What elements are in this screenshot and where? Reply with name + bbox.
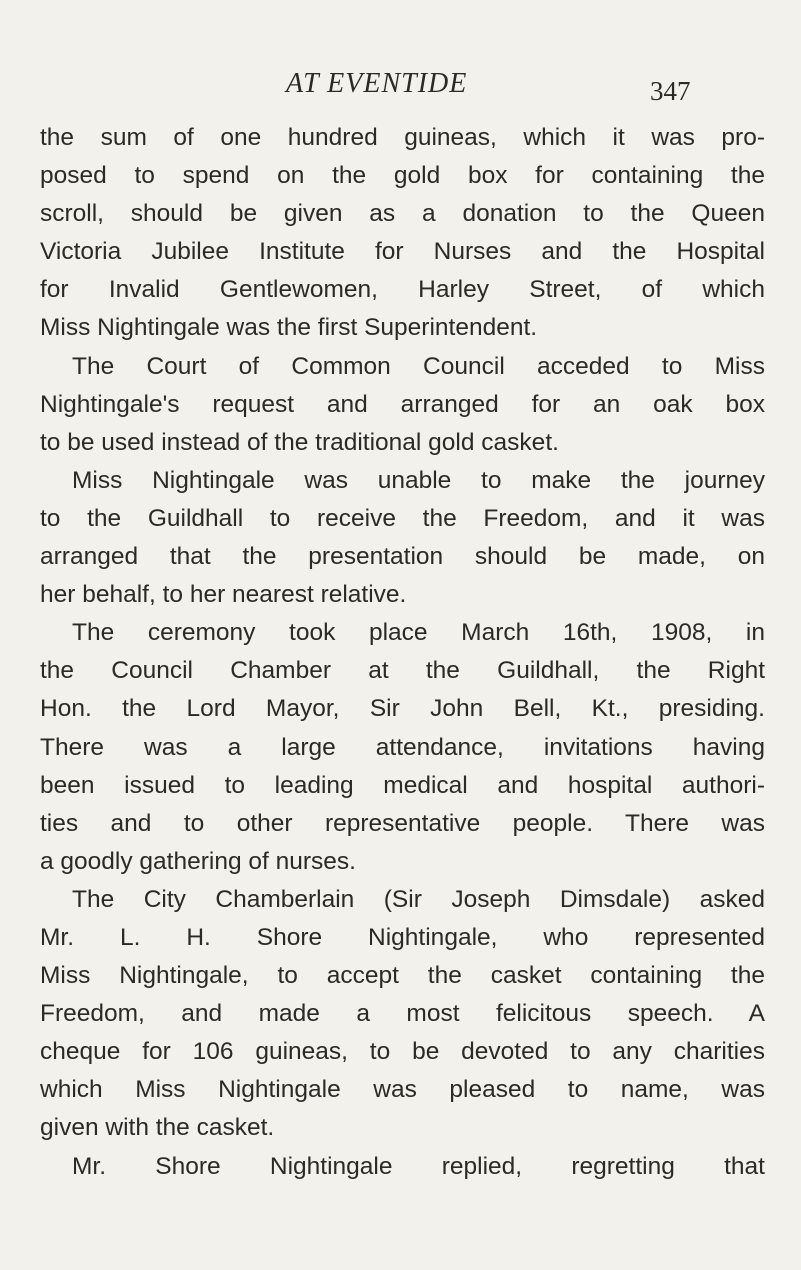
- text-line: Nightingale's request and arranged for an oak box: [40, 390, 765, 418]
- text-line: Hon. the Lord Mayor, Sir John Bell, Kt., presiding.: [40, 695, 765, 723]
- text-line: Freedom, and made a most felicitous speech. A: [40, 1000, 765, 1028]
- text-line: the sum of one hundred guineas, which it was pro-: [40, 124, 765, 151]
- text-line: Mr. L. H. Shore Nightingale, who represented: [40, 923, 765, 951]
- text-line: been issued to leading medical and hospital authori-: [40, 771, 765, 799]
- text-line: her behalf, to her nearest relative.: [40, 581, 407, 609]
- text-line: There was a large attendance, invitations having: [40, 733, 765, 761]
- text-line: The Court of Common Council acceded to Miss: [72, 352, 765, 380]
- text-line: given with the casket.: [40, 1114, 275, 1142]
- text-line: to the Guildhall to receive the Freedom, and it was: [40, 504, 765, 532]
- text-line: for Invalid Gentlewomen, Harley Street, of which: [40, 276, 765, 304]
- text-line: arranged that the presentation should be made, on: [40, 543, 765, 571]
- page-number: 347: [650, 76, 691, 106]
- running-title: AT EVENTIDE: [286, 68, 468, 99]
- text-line: a goodly gathering of nurses.: [40, 847, 356, 875]
- text-line: which Miss Nightingale was pleased to name, was: [40, 1076, 765, 1104]
- text-line: Miss Nightingale was unable to make the journey: [72, 466, 765, 494]
- text-line: Miss Nightingale, to accept the casket containing the: [40, 962, 765, 990]
- text-line: cheque for 106 guineas, to be devoted to any charities: [40, 1038, 765, 1066]
- text-line: the Council Chamber at the Guildhall, the Right: [40, 657, 765, 685]
- text-line: The ceremony took place March 16th, 1908, in: [72, 619, 765, 647]
- text-line: Mr. Shore Nightingale replied, regretting that: [72, 1152, 765, 1180]
- body-text: [40, 119, 765, 1186]
- text-line: to be used instead of the traditional gold casket.: [40, 428, 559, 456]
- text-line: posed to spend on the gold box for containing the: [40, 162, 765, 190]
- text-line: ties and to other representative people. There was: [40, 809, 765, 837]
- text-line: The City Chamberlain (Sir Joseph Dimsdale) asked: [72, 885, 765, 913]
- text-line: scroll, should be given as a donation to the Queen: [40, 200, 765, 228]
- text-line: Miss Nightingale was the first Superintendent.: [40, 314, 538, 342]
- text-line: Victoria Jubilee Institute for Nurses and the Hospital: [40, 238, 765, 266]
